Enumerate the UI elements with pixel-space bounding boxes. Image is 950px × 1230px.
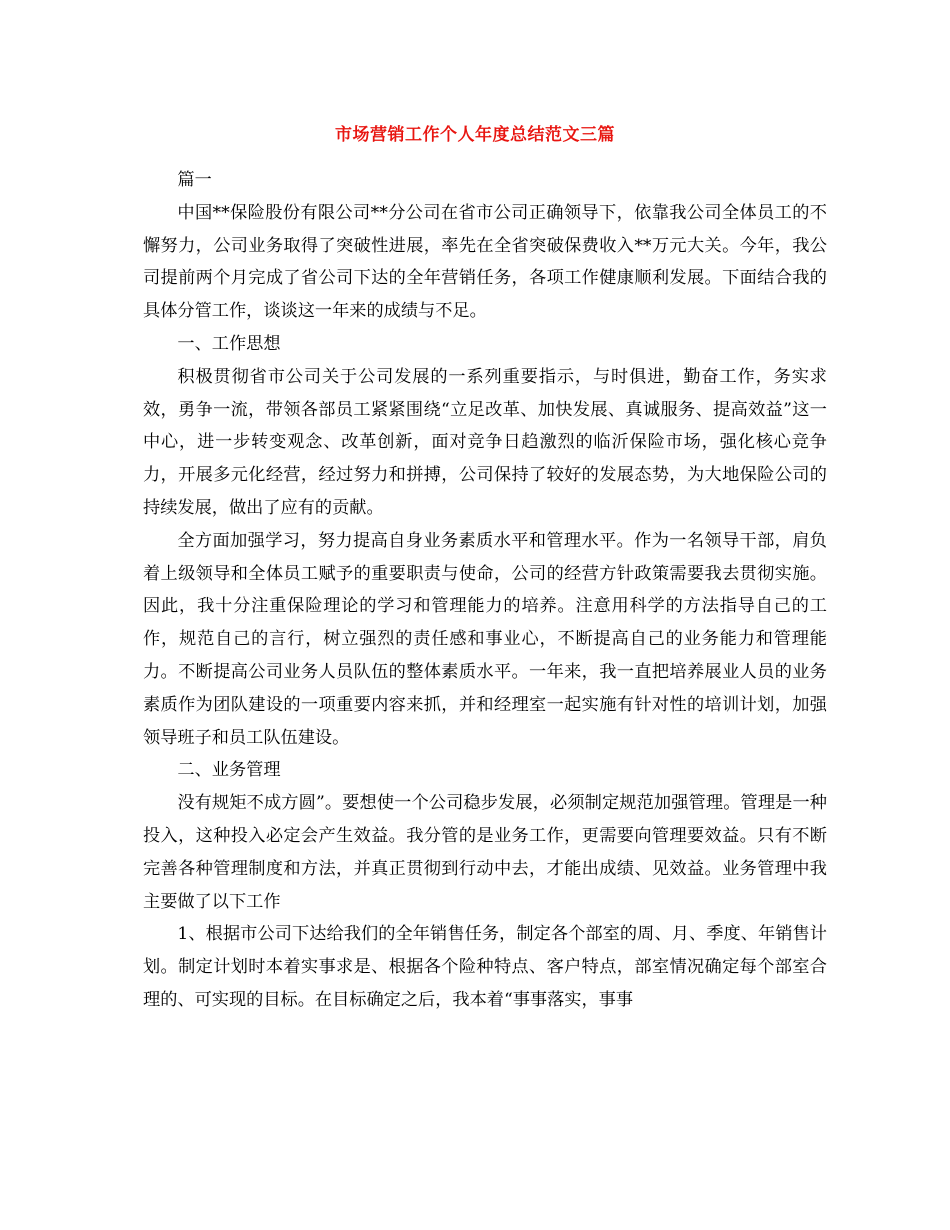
paragraph-intro: 中国**保险股份有限公司**分公司在省市公司正确领导下，依靠我公司全体员工的不懈努力，公司业务取得了突破性进展，率先在全省突破保费收入**万元大关。今年，我公司提前两个月完成了省公司下达的全年营销任务，各项工作健康顺利发展。下面结合我的具体分管工作，谈谈这一年来的成绩与不足。: [143, 202, 827, 322]
paragraph-work-thinking: 积极贯彻省市公司关于公司发展的一系列重要指示，与时俱进，勤奋工作，务实求效，勇争一流，带领各部员工紧紧围绕“立足改革、加快发展、真诚服务、提高效益”这一中心，进一步转变观念、改革创新，面对竞争日趋激烈的临沂保险市场，强化核心竞争力，开展多元化经营，经过努力和拼搏，公司保持了较好的发展态势，为大地保险公司的持续发展，做出了应有的贡献。: [143, 366, 827, 518]
document-body: [143, 164, 827, 1017]
document-title: 市场营销工作个人年度总结范文三篇: [335, 125, 615, 145]
heading-work-thinking: 一、工作思想: [177, 333, 281, 354]
paragraph-learning: 全方面加强学习，努力提高自身业务素质水平和管理水平。作为一名领导干部，肩负着上级领导和全体员工赋予的重要职责与使命，公司的经营方针政策需要我去贯彻实施。因此，我十分注重保险理论的学习和管理能力的培养。注意用科学的方法指导自己的工作，规范自己的言行，树立强烈的责任感和事业心，不断提高自己的业务能力和管理能力。不断提高公司业务人员队伍的整体素质水平。一年来，我一直把培养展业人员的业务素质作为团队建设的一项重要内容来抓，并和经理室一起实施有针对性的培训计划，加强领导班子和员工队伍建设。: [143, 530, 827, 748]
paragraph-business-management: 没有规矩不成方圆”。要想使一个公司稳步发展，必须制定规范加强管理。管理是一种投入，这种投入必定会产生效益。我分管的是业务工作，更需要向管理要效益。只有不断完善各种管理制度和方法，并真正贯彻到行动中去，才能出成绩、见效益。业务管理中我主要做了以下工作: [143, 793, 827, 912]
section-label: 篇一: [177, 170, 212, 190]
paragraph-sales-plan: 1、根据市公司下达给我们的全年销售任务，制定各个部室的周、月、季度、年销售计划。制定计划时本着实事求是、根据各个险种特点、客户特点，部室情况确定每个部室合理的、可实现的目标。在目标确定之后，我本着“事事落实，事事: [143, 924, 827, 1010]
heading-business-management: 二、业务管理: [177, 760, 281, 781]
